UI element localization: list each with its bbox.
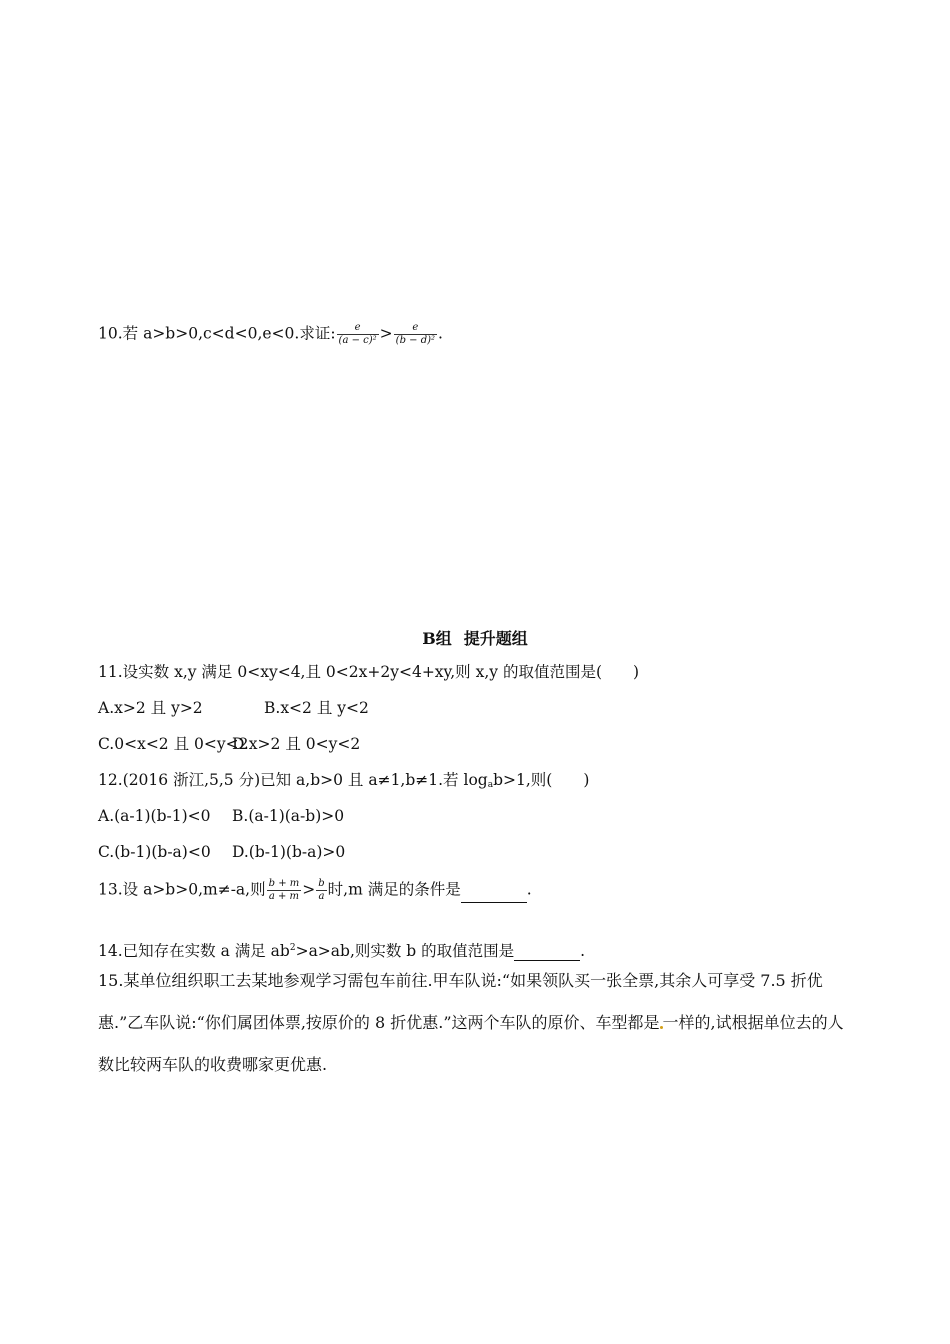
- q11-option-c: C.0<x<2 且 0<y<2: [98, 735, 249, 753]
- question-13: 13.设 a>b>0,m≠-a,则 $\frac{b + m}{a + m}$ > $\frac{b}{a}$ 时,m 满足的条件是 .: [98, 878, 532, 902]
- q11-option-a: A.x>2 且 y>2: [98, 699, 203, 717]
- q13-fraction-2: $\frac{b}{a}$: [318, 878, 325, 902]
- question-15: 15.某单位组织职工去某地参观学习需包车前往.甲车队说:“如果领队买一张全票,其余人可享受 7.5 折优惠.”乙车队说:“你们属团体票,按原价的 8 折优惠.”这两个车队的原价、车型都是 一样的,试根据单位去的人数比较两车队的收费哪家更优惠.: [98, 971, 844, 1074]
- q12-option-b: B.(a-1)(a-b)>0: [232, 807, 345, 825]
- question-11-stem: 11.设实数 x,y 满足 0<xy<4,且 0<2x+2y<4+xy,则 x,y 的取值范围是( ): [98, 663, 640, 681]
- question-12-options-row-2: [98, 842, 345, 862]
- q10-text: 10.若 a>b>0,c<d<0,e<0.求证:: [98, 324, 336, 343]
- q11-option-b: B.x<2 且 y<2: [264, 699, 369, 717]
- question-12-options-row-1: [98, 806, 344, 826]
- section-group: B组: [422, 629, 452, 648]
- question-11-options-row-2: [98, 734, 360, 754]
- question-12-stem: 12.(2016 浙江,5,5 分)已知 a,b>0 且 a≠1,b≠1.若 $\log_ab>1$,则( ): [98, 771, 590, 790]
- q12-option-d: D.(b-1)(b-a)>0: [232, 843, 346, 861]
- q10-fraction-2: $\frac{e}{\text{(b − d)²}}$: [395, 322, 436, 346]
- q14-answer-blank: [514, 944, 580, 961]
- question-14: 14.已知存在实数 a 满足 $ab^2>a>ab$,则实数 b 的取值范围是 .: [98, 942, 586, 960]
- section-name: 提升题组: [463, 629, 528, 648]
- question-11-options-row-1: [98, 698, 369, 718]
- q12-option-a: A.(a-1)(b-1)<0: [98, 807, 211, 825]
- q13-answer-blank: [461, 886, 527, 903]
- q11-option-d: D.x>2 且 0<y<2: [232, 735, 361, 753]
- q10-greater-sign: >: [379, 324, 393, 343]
- q12-option-c: C.(b-1)(b-a)<0: [98, 843, 211, 861]
- q13-fraction-1: $\frac{b + m}{a + m}$: [268, 878, 300, 902]
- question-10: 10.若 a>b>0,c<d<0,e<0.求证: $\frac{e}{\text{(a − c)²}}$ > $\frac{e}{\text{(b − d)²}}$ .: [98, 322, 443, 346]
- q10-fraction-1: $\frac{e}{\text{(a − c)²}}$: [338, 322, 377, 346]
- section-title: [0, 626, 950, 649]
